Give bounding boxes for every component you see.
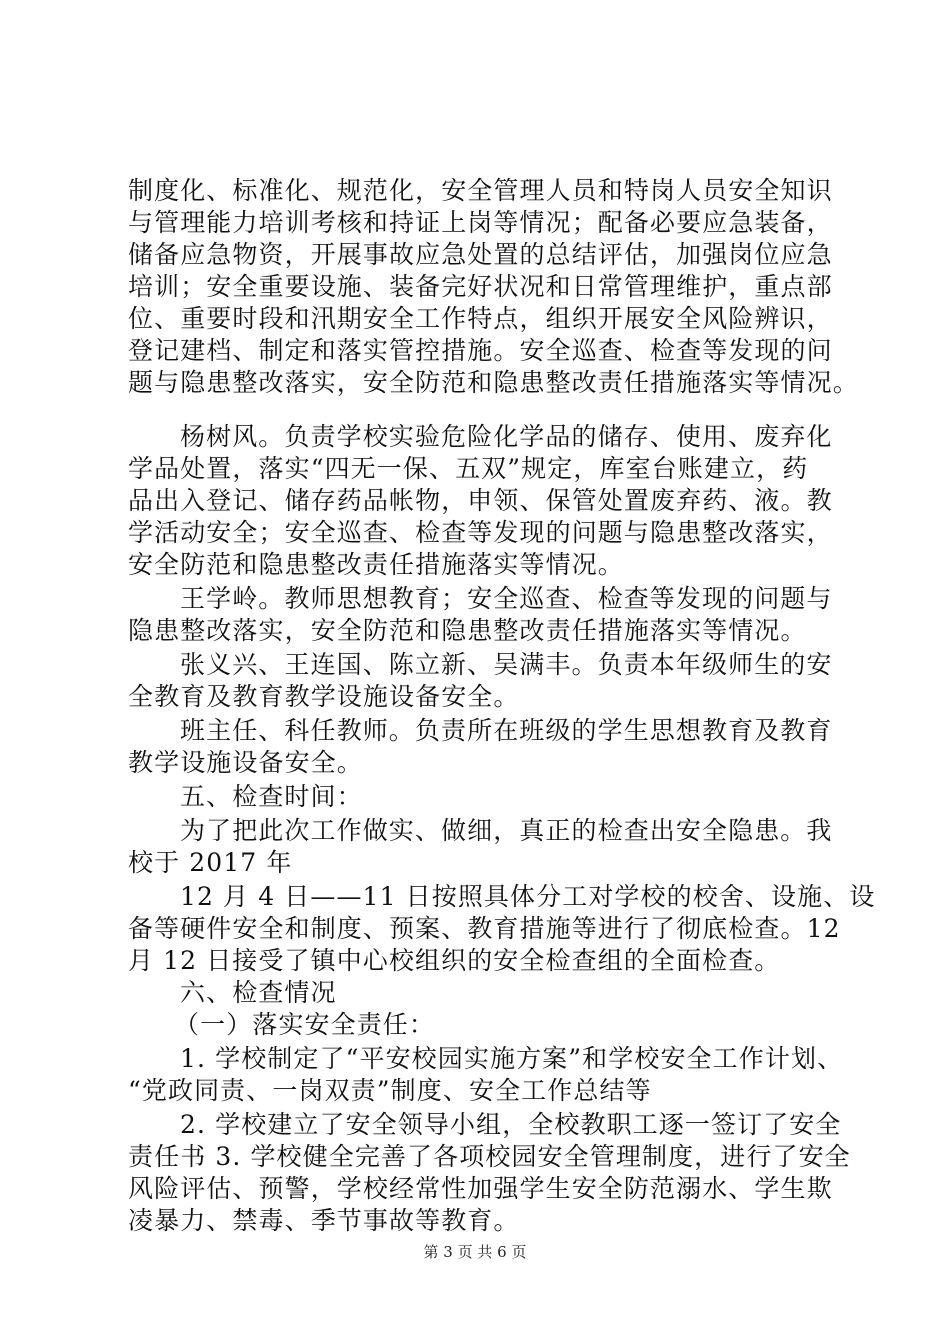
text-line: 题与隐患整改落实，安全防范和隐患整改责任措施落实等情况。 bbox=[128, 368, 859, 397]
text-line: 隐患整改落实，安全防范和隐患整改责任措施落实等情况。 bbox=[128, 616, 807, 645]
text-line: 制度化、标准化、规范化，安全管理人员和特岗人员安全知识 bbox=[128, 176, 833, 205]
text-line: 登记建档、制定和落实管控措施。安全巡查、检查等发现的问 bbox=[128, 336, 833, 365]
text-line: 班主任、科任教师。负责所在班级的学生思想教育及教育 bbox=[180, 716, 833, 745]
text-line: “党政同责、一岗双责”制度、安全工作总结等 bbox=[128, 1076, 652, 1105]
text-line: 与管理能力培训考核和持证上岗等情况；配备必要应急装备， bbox=[128, 208, 833, 237]
text-line: 杨树风。负责学校实验危险化学品的储存、使用、废弃化 bbox=[180, 422, 833, 451]
text-line: 备等硬件安全和制度、预案、教育措施等进行了彻底检查。12 bbox=[128, 914, 841, 943]
text-line: 为了把此次工作做实、做细，真正的检查出安全隐患。我 bbox=[180, 816, 833, 845]
text-line: 全教育及教育教学设施设备安全。 bbox=[128, 682, 520, 711]
subsection-heading: （一）落实安全责任： bbox=[174, 1010, 436, 1039]
text-line: 位、重要时段和汛期安全工作特点，组织开展安全风险辨识， bbox=[128, 304, 833, 333]
section-heading: 五、检查时间： bbox=[180, 782, 363, 811]
text-line: 责任书 3. 学校健全完善了各项校园安全管理制度，进行了安全 bbox=[128, 1142, 851, 1171]
text-line: 安全防范和隐患整改责任措施落实等情况。 bbox=[128, 550, 624, 579]
text-line: 学品处置，落实“四无一保、五双”规定，库室台账建立，药 bbox=[128, 454, 809, 483]
text-line: 培训；安全重要设施、装备完好状况和日常管理维护，重点部 bbox=[128, 272, 833, 301]
text-line: 教学设施设备安全。 bbox=[128, 748, 363, 777]
text-line: 凌暴力、禁毒、季节事故等教育。 bbox=[128, 1206, 520, 1235]
text-line: 张义兴、王连国、陈立新、吴满丰。负责本年级师生的安 bbox=[180, 650, 833, 679]
text-line: 储备应急物资，开展事故应急处置的总结评估，加强岗位应急 bbox=[128, 240, 833, 269]
text-line: 王学岭。教师思想教育；安全巡查、检查等发现的问题与 bbox=[180, 584, 833, 613]
text-line: 品出入登记、储存药品帐物，申领、保管处置废弃药、液。教 bbox=[128, 486, 833, 515]
text-line: 1. 学校制定了“平安校园实施方案”和学校安全工作计划、 bbox=[180, 1044, 844, 1073]
page-footer: 第 3 页 共 6 页 bbox=[423, 1243, 527, 1261]
text-line: 学活动安全；安全巡查、检查等发现的问题与隐患整改落实， bbox=[128, 518, 833, 547]
text-line: 风险评估、预警，学校经常性加强学生安全防范溺水、学生欺 bbox=[128, 1174, 833, 1203]
text-line: 校于 2017 年 bbox=[128, 848, 293, 877]
section-heading: 六、检查情况 bbox=[180, 978, 337, 1007]
text-line: 12 月 4 日——11 日按照具体分工对学校的校舍、设施、设 bbox=[180, 882, 876, 911]
text-line: 月 12 日接受了镇中心校组织的安全检查组的全面检查。 bbox=[128, 946, 781, 975]
text-line: 2. 学校建立了安全领导小组，全校教职工逐一签订了安全 bbox=[180, 1110, 842, 1139]
